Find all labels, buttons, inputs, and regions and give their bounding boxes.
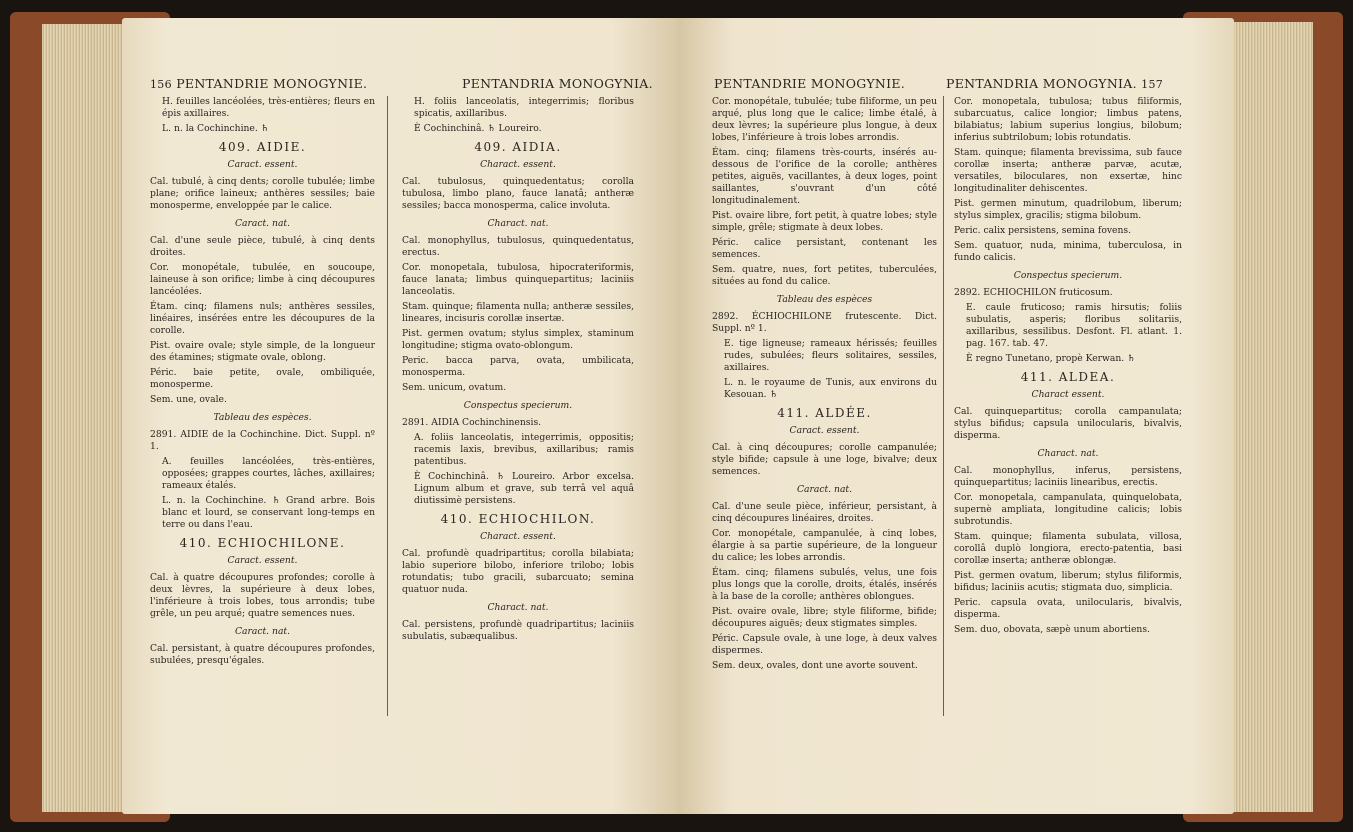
text-paragraph: 409. AIDIE.: [218, 140, 307, 154]
text-paragraph: Cal. persistant, à quatre découpures profondes, subulées, presqu'égales.: [150, 643, 375, 666]
text-paragraph: Cor. monopetala, tubulosa, hipocrateriformis, fauce lanata; limbus quinquepartitus; laciniis lanceolatis.: [402, 262, 634, 297]
text-paragraph: Caract. nat.: [234, 218, 291, 229]
text-paragraph: Cor. monopétale, campanulée, à cinq lobes, élargie à sa partie supérieure, de la longueur du calice; les lobes arrondis.: [712, 528, 937, 563]
text-paragraph: 410. ECHIOCHILON.: [440, 512, 596, 526]
right-header-latin: [946, 76, 1163, 91]
text-paragraph: 410. ECHIOCHILONE.: [179, 536, 346, 550]
text-paragraph: Pist. germen ovatum, liberum; stylus filiformis, bifidus; laciniis acutis; stigmata duo, simplicia.: [954, 570, 1182, 593]
text-paragraph: Stam. quinque; filamenta brevissima, sub fauce corollæ inserta; antheræ parvæ, acutæ, versatiles, biloculares, non exsertæ, hinc longitudinaliter dehiscentes.: [954, 147, 1182, 194]
text-paragraph: È Cochinchinâ. ♄ Loureiro.: [414, 123, 542, 134]
right-header-french: PENTANDRIE MONOGYNIE.: [714, 76, 906, 91]
left-french-column: [150, 96, 375, 670]
text-paragraph: È Cochinchinâ. ♄ Loureiro. Arbor excelsa. Lignum album et grave, sub terrâ vel aquâ diutissimè persistens.: [414, 471, 634, 506]
text-paragraph: Cal. persistens, profundè quadripartitus; laciniis subulatis, subæqualibus.: [402, 619, 634, 642]
text-paragraph: Pist. ovaire ovale; style simple, de la longueur des étamines; stigmate ovale, oblong.: [150, 340, 375, 363]
text-paragraph: Tableau des espèces: [776, 294, 873, 305]
text-paragraph: Étam. cinq; filamens très-courts, insérés au-dessous de l'orifice de la corolle; anthères petites, aiguës, vacillantes, à deux loges, point saillantes, s'ouvrant d'un côté longitudinalement.: [712, 147, 937, 206]
page-edges-left: [42, 24, 134, 812]
text-paragraph: Étam. cinq; filamens subulés, velus, une fois plus longs que la corolle, droits, étalés, insérés à la base de la corolle; anthères oblongues.: [712, 567, 937, 602]
text-paragraph: Pist. germen minutum, quadrilobum, liberum; stylus simplex, gracilis; stigma bilobum.: [954, 198, 1182, 221]
text-paragraph: Cal. quinquepartitus; corolla campanulata; stylus bifidus; capsula unilocularis, bivalvis, disperma.: [954, 406, 1182, 441]
text-paragraph: 2892. ÉCHIOCHILONE frutescente. Dict. Suppl. nº 1.: [712, 311, 937, 334]
text-paragraph: Cal. tubulé, à cinq dents; corolle tubulée; limbe plane; orifice laineux; anthères sessiles; baie monosperme, enveloppée par le calice.: [150, 176, 375, 211]
text-paragraph: Peric. capsula ovata, unilocularis, bivalvis, disperma.: [954, 597, 1182, 620]
text-paragraph: Cal. monophyllus, tubulosus, quinquedentatus, erectus.: [402, 235, 634, 258]
text-paragraph: Stam. quinque; filamenta nulla; antheræ sessiles, lineares, incisuris corollæ insertæ.: [402, 301, 634, 324]
text-paragraph: Sem. deux, ovales, dont une avorte souvent.: [712, 660, 918, 671]
text-paragraph: Cor. monopétale, tubulée; tube filiforme, un peu arqué, plus long que le calice; limbe étalé, à deux lèvres; la supérieure plus longue, à deux lobes, l'inférieure à trois lobes arrondis.: [712, 96, 937, 143]
text-paragraph: Caract. essent.: [227, 159, 298, 170]
text-paragraph: Charact essent.: [1031, 389, 1105, 400]
text-paragraph: E. tige ligneuse; rameaux hérissés; feuilles rudes, subulées; fleurs solitaires, sessiles, axillaires.: [724, 338, 937, 373]
text-paragraph: Pist. ovaire ovale, libre; style filiforme, bifide; découpures aiguës; deux stigmates simples.: [712, 606, 937, 629]
text-paragraph: E. caule fruticoso; ramis hirsutis; foliis subulatis, asperis; floribus solitariis, axillaribus, sessilibus. Desfont. Fl. atlant. 1. pag. 167. tab. 47.: [966, 302, 1182, 349]
right-header-latin-text: PENTANDRIA MONOGYNIA.: [946, 76, 1137, 91]
text-paragraph: Sem. unicum, ovatum.: [402, 382, 507, 393]
text-paragraph: Charact. essent.: [480, 531, 556, 542]
text-paragraph: 411. ALDÉE.: [777, 406, 872, 420]
text-paragraph: Sem. une, ovale.: [150, 394, 227, 405]
text-paragraph: Caract. nat.: [234, 626, 291, 637]
left-header-french-text: PENTANDRIE MONOGYNIE.: [176, 76, 368, 91]
text-paragraph: Peric. calix persistens, semina fovens.: [954, 225, 1132, 236]
left-header-latin: PENTANDRIA MONOGYNIA.: [462, 76, 653, 91]
text-paragraph: L. n. la Cochinchine. ♄: [162, 123, 269, 134]
left-header-french: [150, 76, 367, 91]
text-paragraph: L. n. la Cochinchine. ♄ Grand arbre. Bois blanc et lourd, se conservant long-temps en terre ou dans l'eau.: [162, 495, 375, 530]
text-paragraph: Charact. nat.: [487, 602, 549, 613]
text-paragraph: Péric. baie petite, ovale, ombiliquée, monosperme.: [150, 367, 375, 390]
text-paragraph: Péric. calice persistant, contenant les semences.: [712, 237, 937, 260]
text-paragraph: Charact. nat.: [1037, 448, 1099, 459]
text-paragraph: Sem. duo, obovata, sæpè unum abortiens.: [954, 624, 1150, 635]
text-paragraph: Conspectus specierum.: [463, 400, 573, 411]
right-french-column: [712, 96, 937, 675]
text-paragraph: A. feuilles lancéolées, très-entières, opposées; grappes courtes, lâches, axillaires; rameaux étalés.: [162, 456, 375, 491]
right-column-rule: [943, 96, 944, 716]
left-latin-column: [402, 96, 634, 646]
text-paragraph: È regno Tunetano, propè Kerwan. ♄: [966, 353, 1136, 364]
text-paragraph: Cal. à quatre découpures profondes; corolle à deux lèvres, la supérieure à deux lobes, l'inférieure à trois lobes, tous arrondis; tube grêle, un peu arqué; quatre semences nues.: [150, 572, 375, 619]
text-paragraph: L. n. le royaume de Tunis, aux environs du Kesouan. ♄: [724, 377, 937, 400]
text-paragraph: 409. AIDIA.: [474, 140, 562, 154]
left-page: [122, 18, 678, 814]
text-paragraph: Cor. monopetala, campanulata, quinquelobata, supernè ampliata, longitudine calicis; lobis subrotundis.: [954, 492, 1182, 527]
text-paragraph: Caract. essent.: [227, 555, 298, 566]
text-paragraph: H. feuilles lancéolées, très-entières; fleurs en épis axillaires.: [162, 96, 375, 119]
text-paragraph: Charact. nat.: [487, 218, 549, 229]
text-paragraph: Sem. quatuor, nuda, minima, tuberculosa, in fundo calicis.: [954, 240, 1182, 263]
text-paragraph: Péric. Capsule ovale, à une loge, à deux valves dispermes.: [712, 633, 937, 656]
right-latin-column: [954, 96, 1182, 639]
text-paragraph: Caract. essent.: [789, 425, 860, 436]
text-paragraph: Cor. monopetala, tubulosa; tubus filiformis, subarcuatus, calice longior; limbus patens, bilabiatus; labium superius longius, bilobum; inferius subtrilobum; lobis rotundatis.: [954, 96, 1182, 143]
text-paragraph: 2891. AIDIE de la Cochinchine. Dict. Suppl. nº 1.: [150, 429, 375, 452]
text-paragraph: Cal. tubulosus, quinquedentatus; corolla tubulosa, limbo plano, fauce lanatâ; antheræ sessiles; bacca monosperma, calice involuta.: [402, 176, 634, 211]
text-paragraph: Pist. ovaire libre, fort petit, à quatre lobes; style simple, grêle; stigmate à deux lobes.: [712, 210, 937, 233]
left-column-rule: [387, 96, 388, 716]
left-page-number: 156: [150, 78, 172, 91]
text-paragraph: Cal. profundè quadripartitus; corolla bilabiata; labio superiore bilobo, inferiore trilobo; lobis rotundatis; tubo gracili, subarcuato; semina quatuor nuda.: [402, 548, 634, 595]
text-paragraph: Cal. d'une seule pièce, inférieur, persistant, à cinq découpures linéaires, droites.: [712, 501, 937, 524]
text-paragraph: Sem. quatre, nues, fort petites, tuberculées, situées au fond du calice.: [712, 264, 937, 287]
text-paragraph: Cal. à cinq découpures; corolle campanulée; style bifide; capsule à une loge, bivalve; deux semences.: [712, 442, 937, 477]
text-paragraph: Stam. quinque; filamenta subulata, villosa, corollâ duplò longiora, erecto-patentia, basi corollæ inserta; antheræ oblongæ.: [954, 531, 1182, 566]
text-paragraph: Cal. monophyllus, inferus, persistens, quinquepartitus; laciniis linearibus, erectis.: [954, 465, 1182, 488]
text-paragraph: Cor. monopétale, tubulée, en soucoupe, laineuse à son orifice; limbe à cinq découpures lancéolées.: [150, 262, 375, 297]
text-paragraph: Conspectus specierum.: [1013, 270, 1123, 281]
text-paragraph: Pist. germen ovatum; stylus simplex, staminum longitudine; stigma ovato-oblongum.: [402, 328, 634, 351]
text-paragraph: Étam. cinq; filamens nuls; anthères sessiles, linéaires, insérées entre les découpures de la corolle.: [150, 301, 375, 336]
text-paragraph: A. foliis lanceolatis, integerrimis, oppositis; racemis laxis, brevibus, axillaribus; ramis patentibus.: [414, 432, 634, 467]
text-paragraph: Tableau des espèces.: [213, 412, 312, 423]
text-paragraph: 411. ALDEA.: [1020, 370, 1116, 384]
text-paragraph: Caract. nat.: [796, 484, 853, 495]
text-paragraph: Charact. essent.: [480, 159, 556, 170]
right-page-number: 157: [1141, 78, 1164, 91]
right-page: [678, 18, 1234, 814]
text-paragraph: 2891. AIDIA Cochinchinensis.: [402, 417, 542, 428]
text-paragraph: 2892. ECHIOCHILON fruticosum.: [954, 287, 1113, 298]
text-paragraph: Peric. bacca parva, ovata, umbilicata, monosperma.: [402, 355, 634, 378]
text-paragraph: H. foliis lanceolatis, integerrimis; floribus spicatis, axillaribus.: [414, 96, 634, 119]
text-paragraph: Cal. d'une seule pièce, tubulé, à cinq dents droites.: [150, 235, 375, 258]
